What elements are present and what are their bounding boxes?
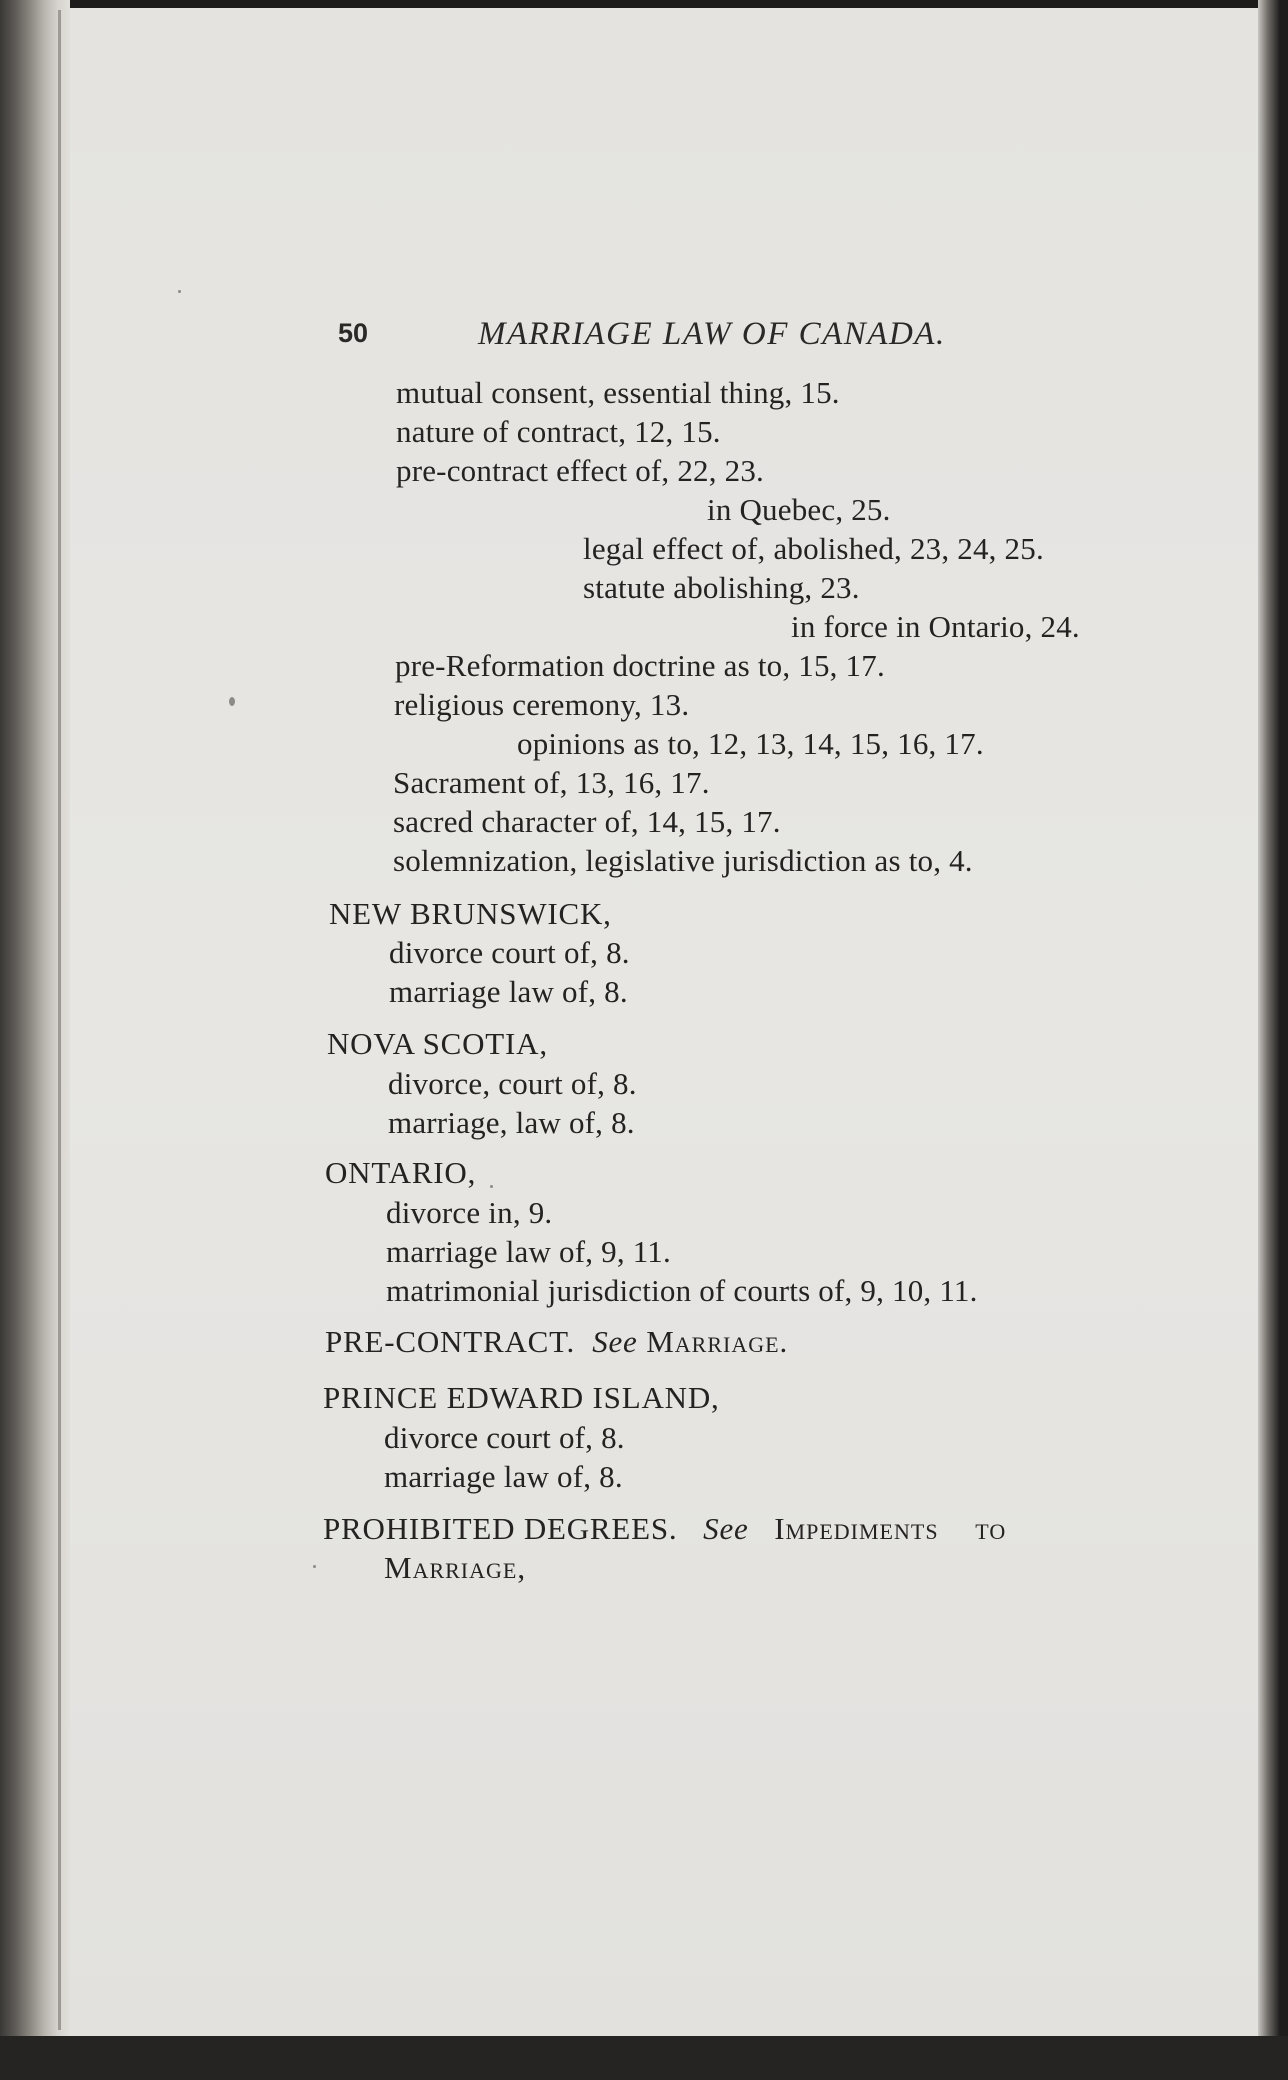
- index-entry: sacred character of, 14, 15, 17.: [393, 804, 781, 839]
- index-entry: pre-contract effect of, 22, 23.: [396, 453, 764, 488]
- index-entry: legal effect of, abolished, 23, 24, 25.: [583, 531, 1044, 566]
- index-entry: in force in Ontario, 24.: [791, 609, 1080, 644]
- index-entry: divorce court of, 8.: [389, 935, 630, 970]
- book-page: [70, 8, 1258, 2036]
- index-entry: marriage law of, 8.: [389, 974, 628, 1009]
- scan-backdrop-bottom: [0, 2036, 1288, 2080]
- page-right-edge: [1258, 0, 1288, 2036]
- cross-reference: Marriage.: [646, 1324, 789, 1359]
- index-entry: solemnization, legislative jurisdiction as to, 4.: [393, 843, 973, 878]
- index-entry: marriage law of, 9, 11.: [386, 1234, 671, 1269]
- page-speck: [229, 697, 235, 706]
- section-heading-crossref: [323, 1511, 1006, 1547]
- cross-reference: Marriage,: [384, 1550, 527, 1585]
- index-entry: pre-Reformation doctrine as to, 15, 17.: [395, 648, 885, 683]
- index-entry: opinions as to, 12, 13, 14, 15, 16, 17.: [517, 726, 984, 761]
- heading-text: PROHIBITED DEGREES.: [323, 1511, 678, 1546]
- section-heading: NEW BRUNSWICK,: [329, 896, 612, 931]
- see-label: See: [703, 1511, 749, 1546]
- index-entry: divorce, court of, 8.: [388, 1066, 637, 1101]
- index-entry: statute abolishing, 23.: [583, 570, 860, 605]
- cross-reference: Impediments to: [774, 1511, 1007, 1546]
- index-entry: in Quebec, 25.: [707, 492, 891, 527]
- page-speck: [490, 1185, 493, 1188]
- section-heading-crossref: [325, 1324, 788, 1360]
- index-entry: mutual consent, essential thing, 15.: [396, 375, 840, 410]
- index-entry: divorce court of, 8.: [384, 1420, 625, 1455]
- section-heading: NOVA SCOTIA,: [327, 1026, 548, 1061]
- page-speck: [178, 290, 181, 293]
- running-head: MARRIAGE LAW OF CANADA.: [478, 316, 946, 352]
- cross-reference-continued: [384, 1550, 526, 1586]
- index-entry: nature of contract, 12, 15.: [396, 414, 721, 449]
- page-speck: [313, 1565, 316, 1568]
- see-label: See: [592, 1324, 638, 1359]
- heading-text: PRE-CONTRACT.: [325, 1324, 576, 1359]
- index-entry: religious ceremony, 13.: [394, 687, 690, 722]
- spine-edge-line: [58, 10, 61, 2030]
- index-entry: Sacrament of, 13, 16, 17.: [393, 765, 710, 800]
- index-entry: divorce in, 9.: [386, 1195, 553, 1230]
- index-entry: marriage law of, 8.: [384, 1459, 623, 1494]
- index-entry: matrimonial jurisdiction of courts of, 9, 10, 11.: [386, 1273, 978, 1308]
- section-heading: ONTARIO,: [325, 1155, 477, 1190]
- section-heading: PRINCE EDWARD ISLAND,: [323, 1380, 720, 1415]
- index-entry: marriage, law of, 8.: [388, 1105, 635, 1140]
- page-number: 50: [338, 318, 369, 348]
